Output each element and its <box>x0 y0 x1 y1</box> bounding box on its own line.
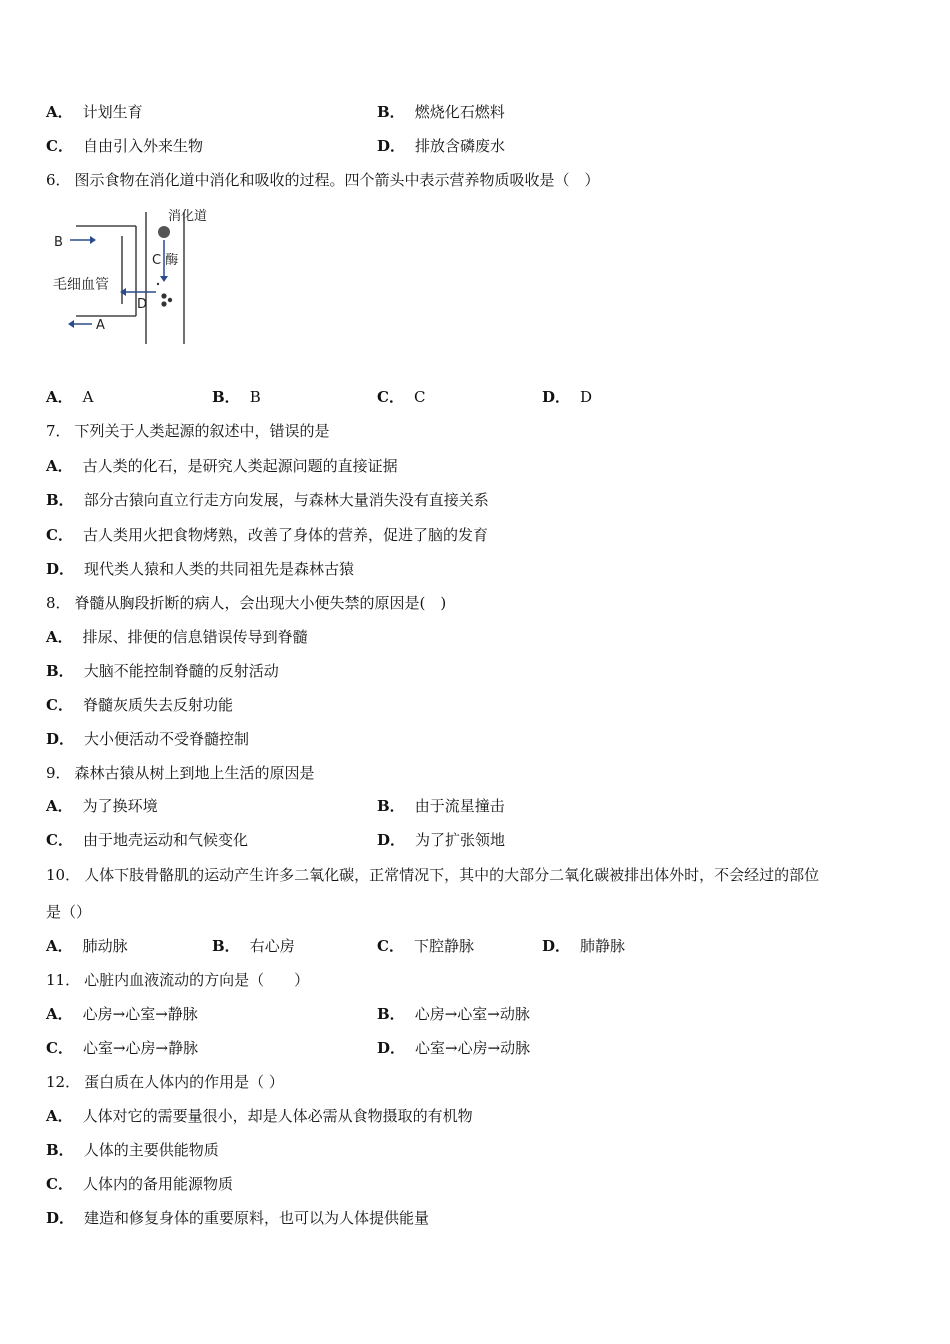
arrow-d-label: D <box>137 297 148 312</box>
option-text: 心房→心室→动脉 <box>414 1005 530 1023</box>
arrow-c-head <box>160 276 168 282</box>
question-text: 蛋白质在人体内的作用是（ ） <box>84 1073 284 1091</box>
option-label: C． <box>46 1175 73 1193</box>
option-text: 现代类人猿和人类的共同祖先是森林古猿 <box>84 560 355 578</box>
option-label: B． <box>46 662 74 680</box>
option-label: D． <box>377 137 406 155</box>
q7-option-c <box>46 524 488 546</box>
option-text: A <box>82 388 94 406</box>
q6-option-b <box>212 386 261 408</box>
option-text: 心室→心房→静脉 <box>82 1039 199 1057</box>
q6-option-a <box>46 386 93 408</box>
option-text: 由于流星撞击 <box>414 797 505 815</box>
q11-option-c <box>46 1037 198 1059</box>
option-text: 脊髓灰质失去反射功能 <box>82 696 233 714</box>
option-label: D． <box>46 560 75 578</box>
option-label: A． <box>46 628 73 646</box>
question-text: 是（） <box>46 903 92 921</box>
q10-stem-line1 <box>46 864 819 886</box>
q7-option-b <box>46 489 489 511</box>
q9-option-c <box>46 829 248 851</box>
option-label: A． <box>46 1005 73 1023</box>
question-number: 6． <box>46 171 71 189</box>
option-text: 肺动脉 <box>82 937 128 955</box>
digestive-tract-label: 消化道 <box>168 209 208 224</box>
q7-option-a <box>46 455 398 477</box>
q8-option-b <box>46 660 279 682</box>
question-text: 脊髓从胸段折断的病人，会出现大小便失禁的原因是( ) <box>74 594 447 612</box>
option-label: A． <box>46 457 73 475</box>
q7-option-d <box>46 558 354 580</box>
q11-stem <box>46 969 309 991</box>
option-text: 下腔静脉 <box>413 937 474 955</box>
option-text: 排放含磷废水 <box>415 137 506 155</box>
question-number: 11． <box>46 971 81 989</box>
q6-option-c <box>377 386 425 408</box>
arrow-d-head <box>120 288 126 296</box>
q12-option-b <box>46 1139 219 1161</box>
option-text: 为了换环境 <box>82 797 158 815</box>
option-label: A． <box>46 1107 73 1125</box>
q8-option-d <box>46 728 249 750</box>
question-number: 12． <box>46 1073 81 1091</box>
option-text: 建造和修复身体的重要原料，也可以为人体提供能量 <box>84 1209 430 1227</box>
option-label: D． <box>46 730 75 748</box>
question-number: 10． <box>46 866 81 884</box>
question-text: 心脏内血液流动的方向是（ ） <box>84 971 310 989</box>
arrow-b-label: B <box>54 235 63 250</box>
option-text: 心室→心房→动脉 <box>415 1039 531 1057</box>
q6-option-d <box>542 386 592 408</box>
option-label: B． <box>212 388 240 406</box>
nutrient-dot <box>161 301 166 306</box>
option-text: 计划生育 <box>82 103 143 121</box>
q8-option-a <box>46 626 308 648</box>
option-label: B． <box>377 797 405 815</box>
option-label: B． <box>377 1005 405 1023</box>
option-label: D． <box>46 1209 75 1227</box>
q6-stem <box>46 169 600 191</box>
option-text: D <box>580 388 593 406</box>
option-text: 部分古猿向直立行走方向发展，与森林大量消失没有直接关系 <box>83 491 489 509</box>
option-label: C． <box>46 526 73 544</box>
option-label: B． <box>46 1141 74 1159</box>
q12-stem <box>46 1071 284 1093</box>
option-label: C． <box>46 137 73 155</box>
option-text: 排尿、排便的信息错误传导到脊髓 <box>82 628 308 646</box>
option-text: 燃烧化石燃料 <box>414 103 505 121</box>
option-text: 心房→心室→静脉 <box>82 1005 198 1023</box>
nutrient-dot <box>161 293 166 298</box>
option-text: 右心房 <box>249 937 295 955</box>
option-label: C． <box>46 831 73 849</box>
q10-option-a <box>46 935 128 957</box>
q5-option-b <box>377 101 505 123</box>
option-text: 大小便活动不受脊髓控制 <box>84 730 250 748</box>
option-text: C <box>413 388 426 406</box>
option-text: 大脑不能控制脊髓的反射活动 <box>83 662 279 680</box>
q5-option-c <box>46 135 203 157</box>
option-label: D． <box>377 831 406 849</box>
q9-option-d <box>377 829 505 851</box>
question-text: 下列关于人类起源的叙述中，错误的是 <box>74 422 330 440</box>
q7-stem <box>46 420 330 442</box>
option-label: B． <box>46 491 74 509</box>
option-label: C． <box>377 388 404 406</box>
q10-option-c <box>377 935 474 957</box>
nutrient-dot <box>157 283 159 285</box>
q11-option-d <box>377 1037 530 1059</box>
question-text: 森林古猿从树上到地上生活的原因是 <box>74 764 315 782</box>
option-text: 人体对它的需要量很小，却是人体必需从食物摄取的有机物 <box>82 1107 473 1125</box>
question-text: 人体下肢骨骼肌的运动产生许多二氧化碳，正常情况下，其中的大部分二氧化碳被排出体外时，不会经过的部位 <box>84 866 820 884</box>
option-label: D． <box>542 388 571 406</box>
q11-option-a <box>46 1003 198 1025</box>
option-text: B <box>249 388 261 406</box>
option-label: C． <box>46 696 73 714</box>
option-label: B． <box>377 103 405 121</box>
question-number: 8． <box>46 594 71 612</box>
option-label: C． <box>46 1039 73 1057</box>
question-number: 7． <box>46 422 71 440</box>
question-text: 图示食物在消化道中消化和吸收的过程。四个箭头中表示营养物质吸收是（ ） <box>74 171 600 189</box>
nutrient-dot <box>168 298 172 302</box>
q12-option-c <box>46 1173 233 1195</box>
q12-option-a <box>46 1105 473 1127</box>
option-label: D． <box>542 937 571 955</box>
arrow-a-head <box>68 320 74 328</box>
option-text: 古人类用火把食物烤熟，改善了身体的营养，促进了脑的发育 <box>82 526 488 544</box>
digestion-absorption-diagram <box>46 204 226 352</box>
option-label: A． <box>46 103 73 121</box>
option-text: 古人类的化石，是研究人类起源问题的直接证据 <box>82 457 398 475</box>
capillary-label: 毛细血管 <box>53 277 109 293</box>
q9-option-b <box>377 795 505 817</box>
option-text: 为了扩张领地 <box>415 831 506 849</box>
option-label: D． <box>377 1039 406 1057</box>
arrow-b-head <box>90 236 96 244</box>
q10-stem-line2 <box>46 901 91 923</box>
q9-stem <box>46 762 315 784</box>
option-label: C． <box>377 937 404 955</box>
option-label: A． <box>46 797 73 815</box>
q11-option-b <box>377 1003 530 1025</box>
q5-option-a <box>46 101 143 123</box>
question-number: 9． <box>46 764 71 782</box>
q9-option-a <box>46 795 158 817</box>
q8-option-c <box>46 694 233 716</box>
arrow-a-label: A <box>96 318 105 333</box>
option-text: 由于地壳运动和气候变化 <box>82 831 248 849</box>
option-label: A． <box>46 937 73 955</box>
q12-option-d <box>46 1207 429 1229</box>
option-text: 自由引入外来生物 <box>82 137 203 155</box>
q10-option-d <box>542 935 625 957</box>
enzyme-label: C 酶 <box>152 253 179 268</box>
q5-option-d <box>377 135 505 157</box>
option-label: B． <box>212 937 240 955</box>
q8-stem <box>46 592 446 614</box>
q10-option-b <box>212 935 295 957</box>
option-label: A． <box>46 388 73 406</box>
option-text: 人体内的备用能源物质 <box>82 1175 233 1193</box>
option-text: 人体的主要供能物质 <box>83 1141 219 1159</box>
option-text: 肺静脉 <box>580 937 626 955</box>
food-particle <box>158 226 170 238</box>
